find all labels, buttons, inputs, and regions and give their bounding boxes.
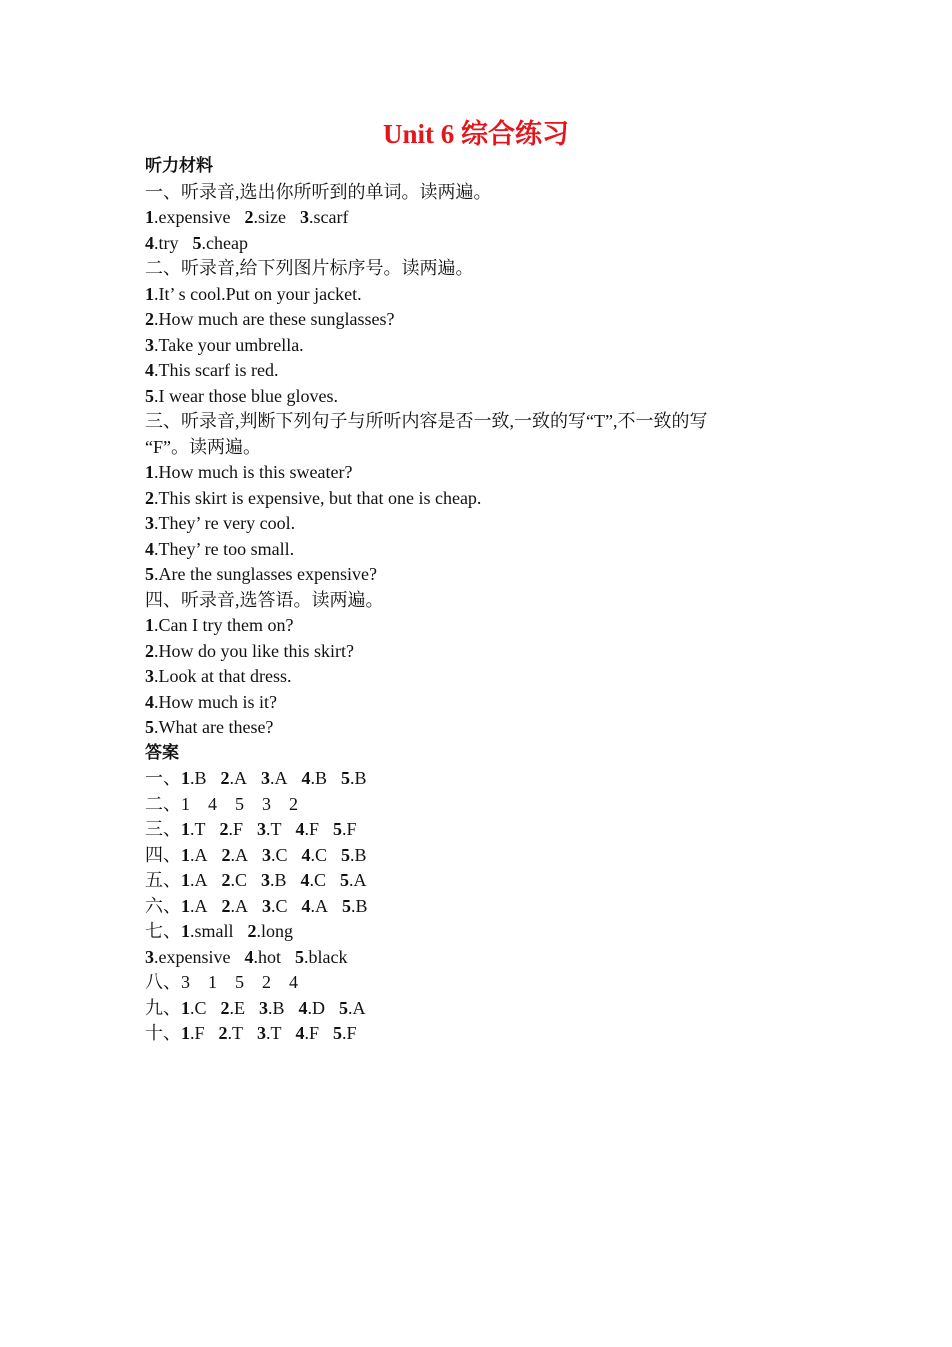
- answer-number: 3: [261, 768, 271, 788]
- item-number: 3: [299, 207, 309, 227]
- answer-list: [145, 766, 845, 1047]
- answer-value: .C: [190, 997, 207, 1018]
- item-word: .try: [154, 232, 179, 253]
- item-text: .How do you like this skirt?: [154, 640, 354, 661]
- answer-row: [145, 945, 845, 971]
- answer-value: .A: [190, 844, 208, 865]
- item-number: 3: [145, 666, 154, 686]
- answer-number: 1: [181, 844, 190, 865]
- answer-value: .A: [348, 997, 366, 1018]
- answer-number: 5: [333, 1023, 343, 1043]
- answer-section-label: 六、: [145, 895, 181, 916]
- answer-value: .hot: [253, 946, 281, 967]
- answer-section-label: 五、: [145, 870, 181, 890]
- item-text: .They’ re too small.: [154, 538, 295, 559]
- answer-value: .B: [350, 768, 367, 788]
- answer-number: 4: [298, 997, 308, 1018]
- answer-row: [145, 970, 845, 996]
- item-number: 4: [145, 691, 154, 712]
- answer-number: 3: [262, 895, 271, 916]
- item-number: 4: [145, 360, 154, 380]
- answer-value: .T: [266, 1023, 282, 1043]
- answer-value: .A: [229, 768, 248, 788]
- answer-section-label: 七、: [145, 921, 181, 941]
- answer-value: .C: [309, 870, 327, 890]
- item-number: 5: [192, 232, 202, 253]
- item-number: 5: [145, 564, 154, 584]
- section-3-instruction: 三、听录音,判断下列句子与所听内容是否一致,一致的写“T”,不一致的写: [145, 411, 708, 431]
- item-text: .They’ re very cool.: [154, 513, 296, 533]
- answer-value: .F: [342, 819, 357, 839]
- answer-value: .A: [270, 768, 288, 788]
- list-item: [145, 307, 845, 333]
- answer-value: .small: [190, 921, 234, 941]
- answer-value: .B: [190, 768, 207, 788]
- item-number: 1: [145, 207, 154, 227]
- listening-heading: 听力材料: [145, 156, 213, 176]
- answer-row: [145, 792, 845, 818]
- answer-section-label: 四、: [145, 844, 181, 865]
- answer-number: 1: [181, 870, 190, 890]
- item-number: 2: [145, 640, 154, 661]
- answer-number: 5: [342, 895, 352, 916]
- item-number: 4: [145, 232, 154, 253]
- list-item: [145, 333, 845, 359]
- answer-row: [145, 894, 845, 920]
- answer-number: 3: [262, 844, 271, 865]
- answer-number: 5: [339, 997, 349, 1018]
- answer-row: [145, 868, 845, 894]
- item-number: 2: [145, 309, 154, 329]
- list-item: [145, 562, 845, 588]
- answer-value: .T: [227, 1023, 244, 1043]
- answer-value: .A: [190, 895, 208, 916]
- item-number: 1: [145, 283, 154, 304]
- answer-section-label: 十、: [145, 1023, 181, 1043]
- answer-number: 4: [300, 870, 310, 890]
- answer-value: .B: [310, 768, 328, 788]
- answer-section-label: 一、: [145, 768, 181, 788]
- answer-number: 5: [340, 870, 350, 890]
- item-number: 5: [145, 385, 154, 406]
- answer-number: 2: [221, 870, 231, 890]
- answer-sequence: 1 4 5 3 2: [181, 793, 298, 814]
- answer-value: .A: [230, 844, 248, 865]
- answer-value: .D: [307, 997, 326, 1018]
- item-number: 2: [145, 487, 154, 508]
- answer-value: .C: [230, 870, 248, 890]
- answer-section-label: 八、: [145, 972, 181, 992]
- answer-number: 2: [220, 997, 230, 1018]
- answer-number: 4: [301, 768, 311, 788]
- item-number: 3: [145, 513, 154, 533]
- answer-value: .B: [268, 997, 285, 1018]
- answer-value: .F: [190, 1023, 205, 1043]
- answer-number: 1: [181, 819, 190, 839]
- answer-number: 1: [181, 768, 190, 788]
- answer-number: 2: [247, 921, 257, 941]
- answer-value: .expensive: [154, 946, 231, 967]
- answer-value: .F: [342, 1023, 357, 1043]
- answer-value: .E: [229, 997, 246, 1018]
- answer-value: .A: [230, 895, 248, 916]
- item-text: .What are these?: [154, 717, 274, 737]
- answer-number: 1: [181, 997, 190, 1018]
- section-1-row-1: [145, 205, 845, 231]
- list-item: [145, 384, 845, 410]
- answer-number: 5: [295, 946, 304, 967]
- answer-row: [145, 766, 845, 792]
- item-number: 5: [145, 717, 154, 737]
- answer-row: [145, 817, 845, 843]
- list-item: [145, 664, 845, 690]
- answer-value: .C: [271, 844, 288, 865]
- item-number: 1: [145, 615, 154, 635]
- answer-section-label: 三、: [145, 819, 181, 839]
- answer-value: .B: [351, 895, 368, 916]
- answer-section-label: 二、: [145, 793, 181, 814]
- item-text: .I wear those blue gloves.: [154, 385, 338, 406]
- answer-sequence: 3 1 5 2 4: [181, 972, 298, 992]
- item-text: .This scarf is red.: [154, 360, 279, 380]
- section-1-instruction: 一、听录音,选出你所听到的单词。读两遍。: [145, 181, 492, 202]
- item-text: .How much are these sunglasses?: [154, 309, 395, 329]
- item-text: .Take your umbrella.: [154, 334, 304, 355]
- section-2-instruction: 二、听录音,给下列图片标序号。读两遍。: [145, 258, 474, 278]
- answer-value: .A: [349, 870, 367, 890]
- page-title: Unit 6 综合练习: [382, 119, 569, 149]
- answer-number: 1: [181, 895, 190, 916]
- answer-number: 4: [295, 1023, 305, 1043]
- item-number: 2: [244, 207, 254, 227]
- answer-number: 5: [333, 819, 343, 839]
- answer-row: [145, 919, 845, 945]
- answer-value: .A: [310, 895, 329, 916]
- answer-number: 2: [220, 768, 230, 788]
- answer-number: 3: [257, 819, 267, 839]
- answer-value: .F: [228, 819, 244, 839]
- answer-number: 3: [259, 997, 269, 1018]
- answer-number: 4: [301, 844, 311, 865]
- answer-number: 2: [219, 819, 229, 839]
- section-3-instruction-cont: “F”。读两遍。: [145, 436, 261, 457]
- section-1-row-2: [145, 231, 845, 257]
- answer-number: 4: [301, 895, 311, 916]
- item-text: .Look at that dress.: [154, 666, 292, 686]
- item-word: .cheap: [201, 232, 248, 253]
- answer-number: 1: [181, 1023, 190, 1043]
- answer-value: .T: [190, 819, 206, 839]
- answer-number: 5: [341, 768, 351, 788]
- answer-number: 5: [341, 844, 351, 865]
- answer-value: .C: [310, 844, 328, 865]
- item-text: .It’ s cool.Put on your jacket.: [154, 283, 362, 304]
- item-word: .size: [253, 207, 286, 227]
- item-text: .How much is this sweater?: [154, 462, 353, 482]
- answer-number: 3: [257, 1023, 267, 1043]
- answer-value: .B: [350, 844, 367, 865]
- answer-number: 1: [181, 921, 190, 941]
- answer-number: 4: [295, 819, 305, 839]
- answer-value: .F: [304, 1023, 320, 1043]
- answer-number: 2: [218, 1023, 228, 1043]
- item-number: 1: [145, 462, 154, 482]
- item-word: .scarf: [308, 207, 349, 227]
- section-4-instruction: 四、听录音,选答语。读两遍。: [145, 589, 384, 610]
- answer-value: .F: [304, 819, 320, 839]
- document-body: [145, 154, 845, 1047]
- answer-row: [145, 996, 845, 1022]
- answer-number: 2: [221, 895, 231, 916]
- list-item: [145, 639, 845, 665]
- item-text: .Can I try them on?: [154, 615, 294, 635]
- list-item: [145, 282, 845, 308]
- list-item: [145, 460, 845, 486]
- answer-section-label: 九、: [145, 997, 181, 1018]
- list-item: [145, 486, 845, 512]
- answer-number: 3: [145, 946, 154, 967]
- answer-value: .long: [256, 921, 294, 941]
- item-number: 3: [145, 334, 154, 355]
- answer-row: [145, 843, 845, 869]
- list-item: [145, 511, 845, 537]
- answer-number: 4: [244, 946, 254, 967]
- item-number: 4: [145, 538, 154, 559]
- answer-value: .B: [270, 870, 287, 890]
- answer-number: 3: [261, 870, 271, 890]
- answer-value: .black: [304, 946, 348, 967]
- answers-heading: 答案: [145, 742, 179, 763]
- list-item: [145, 715, 845, 741]
- answer-value: .T: [266, 819, 282, 839]
- item-text: .This skirt is expensive, but that one is cheap.: [154, 487, 482, 508]
- item-text: .How much is it?: [154, 691, 277, 712]
- item-text: .Are the sunglasses expensive?: [154, 564, 377, 584]
- list-item: [145, 358, 845, 384]
- list-item: [145, 690, 845, 716]
- answer-value: .C: [271, 895, 288, 916]
- list-item: [145, 537, 845, 563]
- answer-value: .A: [190, 870, 208, 890]
- item-word: .expensive: [154, 207, 231, 227]
- list-item: [145, 613, 845, 639]
- answer-number: 2: [221, 844, 231, 865]
- answer-row: [145, 1021, 845, 1047]
